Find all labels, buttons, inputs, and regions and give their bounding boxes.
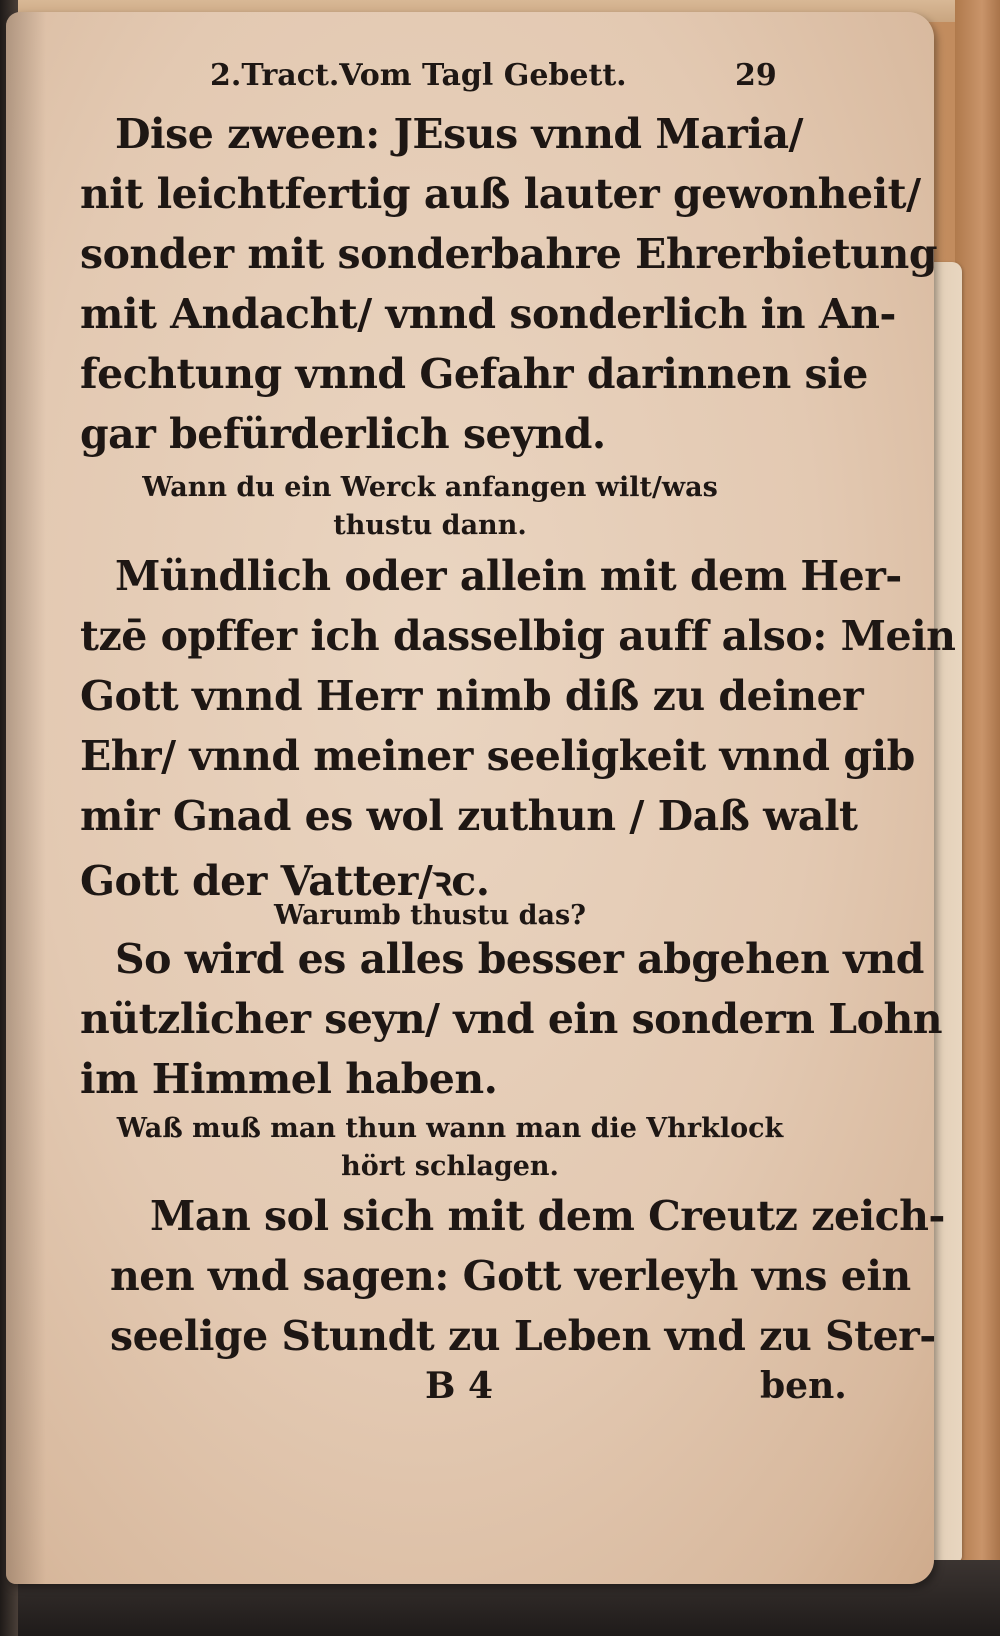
text-line: gar befürderlich seynd. <box>80 410 606 458</box>
question-heading: thustu dann. <box>333 510 527 541</box>
text-line: Gott der Vatter/ꝛc. <box>80 857 490 905</box>
page-number: 29 <box>735 58 777 93</box>
text-line: nit leichtfertig auß lauter gewonheit/ <box>80 170 921 218</box>
signature-mark: B 4 <box>425 1365 494 1407</box>
text-line: nützlicher seyn/ vnd ein sondern Lohn <box>80 995 943 1043</box>
text-line: Dise zween: JEsus vnnd Maria/ <box>115 110 803 158</box>
text-line: Man sol sich mit dem Creutz zeich- <box>150 1192 945 1240</box>
text-line: seelige Stundt zu Leben vnd zu Ster- <box>110 1312 936 1360</box>
text-line: fechtung vnnd Gefahr darinnen sie <box>80 350 868 398</box>
question-heading: Waß muß man thun wann man die Vhrklock <box>116 1113 784 1144</box>
text-line: mit Andacht/ vnnd sonderlich in An- <box>80 290 896 338</box>
running-title: 2.Tract.Vom Tagl Gebett. <box>210 58 627 93</box>
question-heading: Warumb thustu das? <box>273 900 586 931</box>
catchword: ben. <box>760 1365 847 1407</box>
text-line: im Himmel haben. <box>80 1055 498 1103</box>
text-line: Mündlich oder allein mit dem Her- <box>115 552 902 600</box>
text-line: sonder mit sonderbahre Ehrerbietung <box>80 230 938 278</box>
text-line: nen vnd sagen: Gott verleyh vns ein <box>110 1252 911 1300</box>
page-gutter-shade <box>6 12 46 1584</box>
text-line: Ehr/ vnnd meiner seeligkeit vnnd gib <box>80 732 915 780</box>
text-line: mir Gnad es wol zuthun / Daß walt <box>80 792 858 840</box>
text-line: tzē opffer ich dasselbig auff also: Mein <box>80 612 956 660</box>
text-line: Gott vnnd Herr nimb diß zu deiner <box>80 672 864 720</box>
question-heading: hört schlagen. <box>341 1151 559 1182</box>
question-heading: Wann du ein Werck anfangen wilt/was <box>142 472 718 503</box>
text-line: So wird es alles besser abgehen vnd <box>115 935 924 983</box>
